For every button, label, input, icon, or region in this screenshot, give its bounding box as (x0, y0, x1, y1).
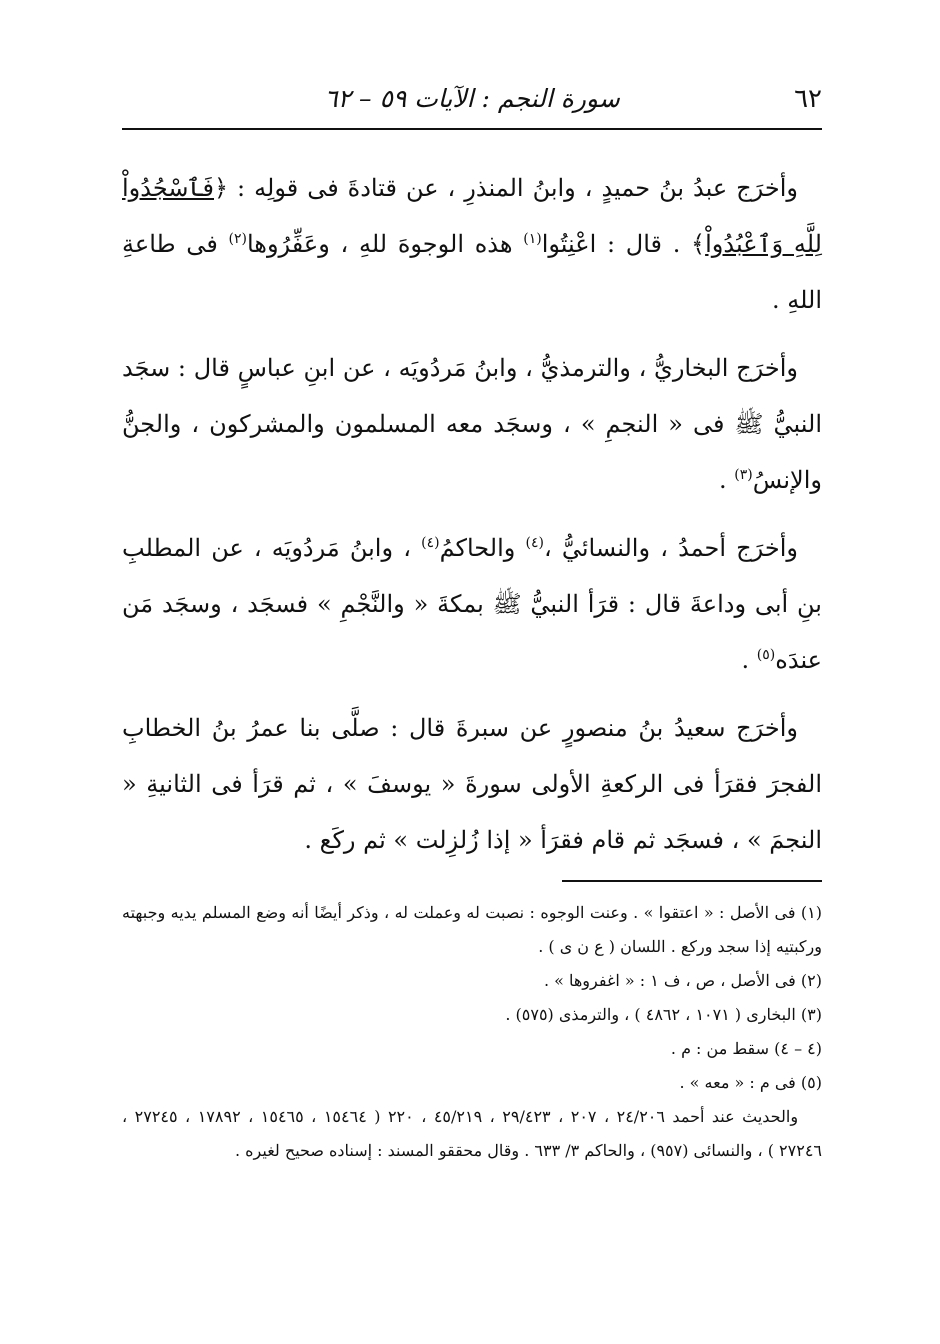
running-title: سورة النجم : الآيات ٥٩ – ٦٢ (324, 84, 620, 113)
page-header (122, 80, 822, 120)
header-rule (122, 128, 822, 130)
footnote-5: (٥) فى م : « معه » . (679, 1073, 822, 1092)
quran-quote: فَٱسْجُدُواْ لِلَّهِ وَٱعْبُدُواْ (122, 174, 822, 258)
footnote-marker-4-end: (٤) (421, 535, 440, 551)
p2-text-a: وأخرَج البخاريُّ ، والترمذيُّ ، وابنُ مَردُويَه ، عن ابنِ عباسٍ قال : سجَد النبيُّ ﷺ فى « النجمِ » ، وسجَد معه المسلمون والمشركون ، والجنُّ والإنسُ (122, 354, 822, 494)
p3-text-d: . (741, 646, 757, 674)
p1-text-c: هذه الوجوهَ للهِ ، وعَفِّرُوها (246, 230, 524, 258)
p1-text-d: فى طاعةِ اللهِ . (122, 230, 822, 314)
footnote-3: (٣) البخارى ( ١٠٧١ ، ٤٨٦٢ ) ، والترمذى (٥٧٥) . (505, 1005, 822, 1024)
p3-text-a: وأخرَج أحمدُ ، والنسائيُّ ، (543, 534, 799, 562)
p2-text-b: . (719, 466, 735, 494)
footnote-rule (562, 880, 822, 882)
footnote-4: (٤ – ٤) سقط من : م . (670, 1039, 822, 1058)
p3-text-c: ، وابنُ مَردُويَه ، عن المطلبِ بنِ أبى وداعةَ قال : قرَأ النبيُّ ﷺ بمكةَ « والنَّجْمِ » فسجَد ، وسجَد مَن عندَه (122, 534, 822, 674)
p1-text-a: وأخرَج عبدُ بنُ حميدٍ ، وابنُ المنذرِ ، عن قتادةَ فى قولِه : ﴿ (214, 174, 798, 202)
page-number: ٦٢ (794, 84, 822, 114)
footnote-marker-4-start: (٤) (525, 535, 544, 551)
paragraph-3 (122, 520, 822, 688)
footnote-marker-5: (٥) (756, 647, 776, 663)
footnotes (122, 896, 822, 1168)
paragraph-2 (122, 340, 822, 508)
paragraph-1 (122, 160, 822, 328)
footnote-marker-1: (١) (523, 231, 542, 247)
footnote-1: (١) فى الأصل : « اعتقوا » . وعنت الوجوه : نصبت له وعملت له ، وذكر أيضًا أنه وضع المسلم يديه وجبهته وركبتيه إذا سجد وركع . اللسان ( ع ن ى ) . (122, 903, 822, 956)
footnote-continuation: والحديث عند أحمد ٢٤/٢٠٦ ، ٢٠٧ ، ٢٩/٤٢٣ ، ٤٥/٢١٩ ، ٢٢٠ ( ١٥٤٦٤ ، ١٥٤٦٥ ، ١٧٨٩٢ ، ٢٧٢٤٥ ، ٢٧٢٤٦ ) ، والنسائى (٩٥٧) ، والحاكم ٣/ ٦٣٣ . وقال محققو المسند : إسناده صحيح لغيره . (122, 1107, 822, 1160)
main-text (122, 160, 822, 880)
footnote-2: (٢) فى الأصل ، ص ، ف ١ : « اغفروها » . (543, 971, 822, 990)
p3-text-b: والحاكمُ (439, 534, 526, 562)
footnote-marker-3: (٣) (734, 467, 753, 483)
footnote-marker-2: (٢) (228, 231, 247, 247)
p1-text-b: ﴾ . قال : اعْنِتُوا (541, 230, 706, 258)
paragraph-4: وأخرَج سعيدُ بنُ منصورٍ عن سبرةَ قال : صلَّى بنا عمرُ بنُ الخطابِ الفجرَ فقرَأ فى الركعةِ الأولى سورةَ « يوسفَ » ، ثم قرَأ فى الثانيةِ « النجمَ » ، فسجَد ثم قام فقرَأ « إذا زُلزِلت » ثم ركَع . (122, 714, 822, 854)
